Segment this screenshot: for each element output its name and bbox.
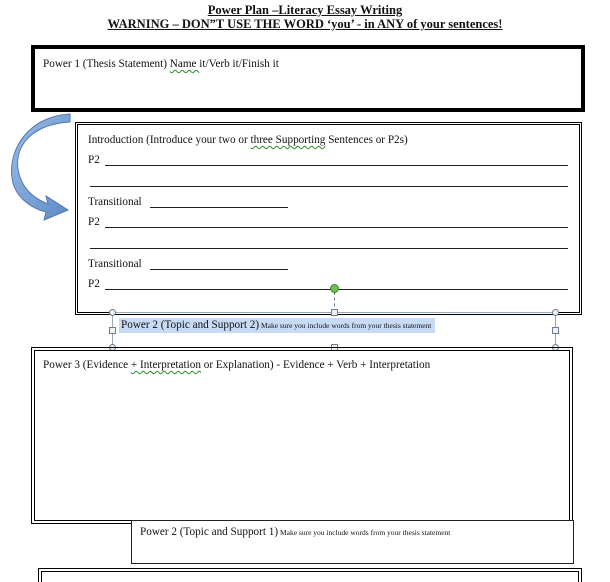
resize-handle-right[interactable] [552,327,559,334]
transitional-write-line[interactable] [150,207,288,208]
power2-bottom-label: Power 2 (Topic and Support 1) Make sure you include words from your thesis statement [140,526,451,538]
power3-label: Power 3 (Evidence + Interpretation or Explanation) - Evidence + Verb + Interpretation [43,359,431,371]
p2-label: P2 [88,154,100,166]
power2-bottom-textbox[interactable] [131,520,574,564]
resize-handle-top[interactable] [331,309,338,316]
p2-label: P2 [88,278,100,290]
next-box-edge[interactable] [38,568,582,582]
transitional-label: Transitional [88,258,142,270]
warning-line: WARNING – DON”T USE THE WORD ‘you’ - in ANY of your sentences! [107,17,503,31]
resize-handle-top-left[interactable] [109,309,116,316]
rotate-handle[interactable] [330,284,339,293]
p2-write-line[interactable] [105,165,568,166]
power1-label: Power 1 (Thesis Statement) Name it/Verb it/Finish it [43,58,279,70]
blank-write-line[interactable] [90,248,568,249]
document-title: Power Plan –Literacy Essay Writing [207,3,403,17]
power3-box[interactable] [31,347,573,524]
resize-handle-left[interactable] [109,327,116,334]
p2-label: P2 [88,216,100,228]
blank-write-line[interactable] [90,186,568,187]
power1-box[interactable] [31,45,585,112]
power2-selected-textbox[interactable] [112,312,556,348]
resize-handle-top-right[interactable] [552,309,559,316]
power2-selected-label: Power 2 (Topic and Support 2) Make sure you include words from your thesis statement [119,318,435,333]
introduction-box[interactable] [75,122,582,315]
transitional-label: Transitional [88,196,142,208]
intro-heading: Introduction (Introduce your two or three Supporting Sentences or P2s) [88,134,408,146]
curved-arrow-icon [8,112,78,222]
p2-write-line[interactable] [105,227,568,228]
transitional-write-line[interactable] [150,269,288,270]
